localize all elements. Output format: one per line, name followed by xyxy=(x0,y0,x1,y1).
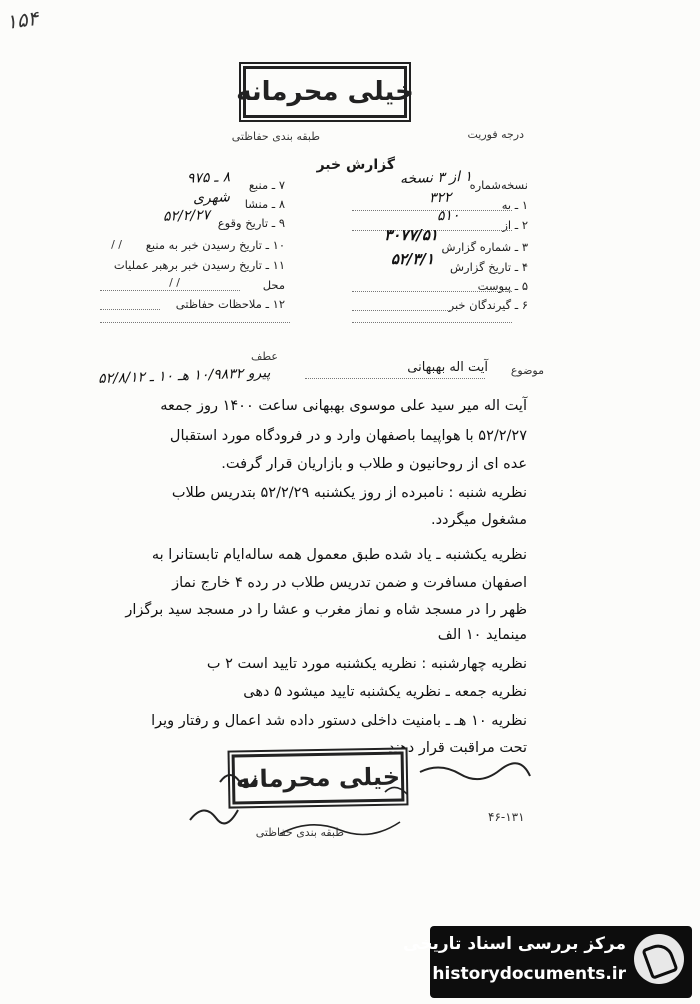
field-label: ۱ ـ به xyxy=(501,198,528,212)
archive-logo-icon xyxy=(634,934,684,984)
body-line: اصفهان مسافرت و ضمن تدریس طلاب در رده ۴ خارج نماز xyxy=(172,575,527,591)
field-value: / / xyxy=(111,238,122,251)
signature-scribbles xyxy=(180,760,540,850)
field-label: محل xyxy=(262,278,285,292)
field-label: نسخه‌شماره xyxy=(469,178,528,192)
priority-label: درجه فوریت xyxy=(467,128,524,141)
body-line: مشغول میگردد. xyxy=(430,512,527,528)
body-line: تحت مراقبت قرار دهند. xyxy=(383,740,527,756)
body-line: نظریه شنبه : نامبرده از روز یکشنبه ۵۲/۲/۲۹ بتدریس طلاب xyxy=(171,485,527,501)
archive-name: مرکز بررسی اسناد تاریخی xyxy=(403,934,626,954)
body-line: آیت اله میر سید علی موسوی بهبهانی ساعت ۱۴۰۰ روز جمعه xyxy=(160,398,527,414)
report-title: گزارش خبر xyxy=(316,157,395,173)
body-line: نظریه یکشنبه ـ یاد شده طبق معمول همه ساله‌ایام تابستانرا به xyxy=(151,547,527,563)
field-value: ۵۲/۳/۱ xyxy=(390,250,434,268)
field-value: ۵۲/۲/۲۷ xyxy=(162,207,211,225)
field-label: ۱۰ ـ تاریخ رسیدن خبر به منبع xyxy=(145,238,285,252)
page-number: ۱۵۴ xyxy=(4,5,40,35)
field-label: ۳ ـ شماره گزارش xyxy=(441,240,528,254)
body-line: نظریه جمعه ـ نظریه یکشنبه تایید میشود ۵ دهی xyxy=(243,684,527,700)
field-value: ۸ ـ ۹۷۵ xyxy=(186,169,231,187)
field-label: ۸ ـ منشا xyxy=(244,197,285,211)
field-label: ۱۱ ـ تاریخ رسیدن خبر برهبر عملیات xyxy=(113,258,285,272)
field-value: شهری xyxy=(192,189,231,207)
body-line: ظهر را در مسجد شاه و نماز مغرب و عشا را در مسجد سید برگزار xyxy=(125,602,527,618)
field-value: / / xyxy=(169,276,180,289)
field-label: ۹ ـ تاریخ وقوع xyxy=(217,216,285,230)
subject-value: آیت اله بهبهانی xyxy=(407,360,488,375)
archive-url: historydocuments.ir xyxy=(432,964,626,984)
subject-label: موضوع xyxy=(510,364,544,377)
field-value: ۳۲۲ xyxy=(429,189,453,207)
field-label: ۴ ـ تاریخ گزارش xyxy=(449,260,528,274)
body-line: نظریه ۱۰ هـ ـ بامنیت داخلی دستور داده شد اعمال و رفتار ویرا xyxy=(151,713,527,729)
field-label: ۲ ـ از xyxy=(502,218,528,232)
bottom-classification-label: طبقه بندی حفاظتی xyxy=(255,826,344,839)
field-value: ۱ از ۳ نسخه xyxy=(399,168,473,188)
body-line: مینماید ۱۰ الف xyxy=(437,627,527,643)
classification-stamp-top: خیلی محرمانه xyxy=(243,66,407,118)
archive-watermark xyxy=(403,926,692,998)
field-value: ۳۰۷۷/۵۱ xyxy=(384,226,438,244)
field-label: ۵ ـ پیوست xyxy=(477,279,528,293)
field-label: ۷ ـ منبع xyxy=(248,178,285,192)
form-code: ۴۶-۱۳۱ xyxy=(488,810,525,824)
field-value: ۵۱۰ xyxy=(437,207,461,225)
classification-stamp-bottom: خیلی محرمانه xyxy=(232,752,405,805)
body-line: ۵۲/۲/۲۷ با هواپیما باصفهان وارد و در فرودگاه مورد استقبال xyxy=(169,428,527,444)
field-label: ۶ ـ گیرندگان خبر xyxy=(448,298,528,312)
reference-label: عطف xyxy=(251,350,278,363)
body-line: نظریه چهارشنبه : نظریه یکشنبه مورد تایید است ۲ ب xyxy=(206,656,527,672)
field-label: ۱۲ ـ ملاحظات حفاظتی xyxy=(175,297,285,311)
classification-label: طبقه بندی حفاظتی xyxy=(231,130,320,143)
reference-value: پیرو ۱۰/۹۸۳۲ هـ ۱۰ ـ ۵۲/۸/۱۲ xyxy=(97,364,271,388)
body-line: عده ای از روحانیون و طلاب و بازاریان قرار گرفت. xyxy=(221,456,527,472)
